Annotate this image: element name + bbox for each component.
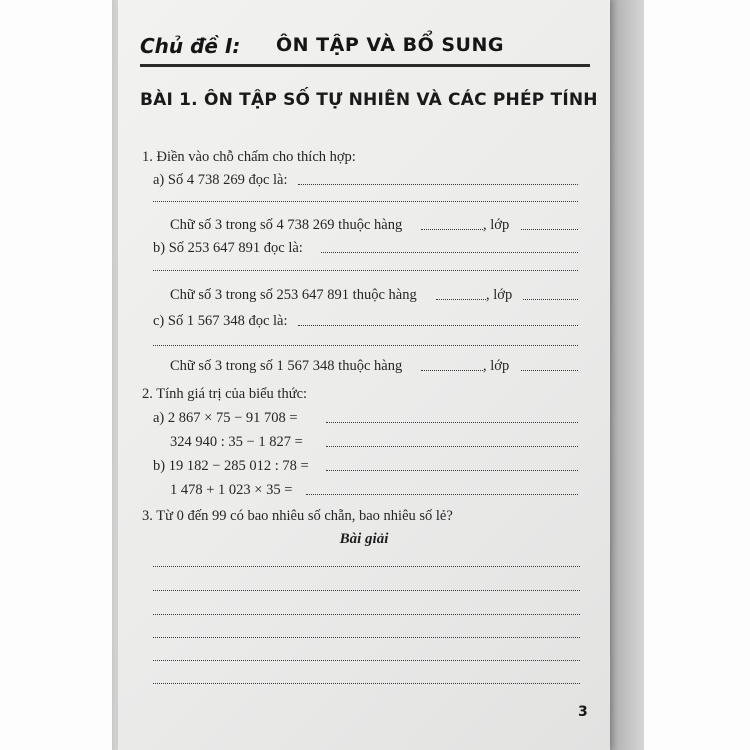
workbook-page: [118, 0, 610, 750]
answer-line: [421, 370, 483, 371]
answer-line: [326, 470, 578, 471]
answer-line: [298, 184, 578, 185]
solution-heading: Bài giải: [339, 531, 389, 547]
page-edge-shadow-right: [604, 0, 644, 750]
exercise-1a-digit-row: Chữ số 3 trong số 4 738 269 thuộc hàng: [170, 217, 403, 233]
answer-line: [306, 494, 578, 495]
solution-line: [153, 590, 580, 591]
answer-line: [421, 229, 483, 230]
answer-line: [153, 201, 578, 202]
page-number: 3: [578, 704, 588, 720]
answer-line: [298, 325, 578, 326]
answer-line: [326, 422, 578, 423]
answer-line: [153, 345, 578, 346]
lesson-title: BÀI 1. ÔN TẬP SỐ TỰ NHIÊN VÀ CÁC PHÉP TÍNH: [140, 90, 598, 110]
answer-line: [153, 270, 578, 271]
solution-line: [153, 637, 580, 638]
topic-label: Chủ đề I:: [140, 34, 241, 58]
exercise-2-expression-b2: 1 478 + 1 023 × 35 =: [170, 482, 293, 498]
answer-line: [321, 252, 578, 253]
exercise-1b-digit-row: Chữ số 3 trong số 253 647 891 thuộc hàng: [170, 287, 417, 303]
exercise-1-prompt: 1. Điền vào chỗ chấm cho thích hợp:: [142, 149, 356, 165]
answer-line: [523, 299, 578, 300]
exercise-1b-read: b) Số 253 647 891 đọc là:: [153, 240, 303, 256]
solution-line: [153, 683, 580, 684]
exercise-2-expression-b1: b) 19 182 − 285 012 : 78 =: [153, 458, 309, 474]
answer-line: [326, 446, 578, 447]
topic-underline: [140, 64, 590, 67]
topic-header: [140, 34, 590, 70]
answer-line: [521, 370, 578, 371]
exercise-1c-digit-row: Chữ số 3 trong số 1 567 348 thuộc hàng: [170, 358, 403, 374]
exercise-3-prompt: 3. Từ 0 đến 99 có bao nhiêu số chẵn, bao nhiêu số lẻ?: [142, 508, 453, 524]
exercise-1a-lop: , lớp: [483, 217, 510, 233]
solution-line: [153, 660, 580, 661]
exercise-2-expression-a2: 324 940 : 35 − 1 827 =: [170, 434, 303, 450]
exercise-1a-read: a) Số 4 738 269 đọc là:: [153, 172, 288, 188]
exercise-2-prompt: 2. Tính giá trị của biểu thức:: [142, 386, 308, 402]
solution-line: [153, 566, 580, 567]
answer-line: [436, 299, 486, 300]
topic-title: ÔN TẬP VÀ BỔ SUNG: [276, 34, 504, 56]
exercise-1b-lop: , lớp: [486, 287, 513, 303]
answer-line: [521, 229, 578, 230]
exercise-2-expression-a1: a) 2 867 × 75 − 91 708 =: [153, 410, 298, 426]
exercise-1c-lop: , lớp: [483, 358, 510, 374]
solution-line: [153, 614, 580, 615]
exercise-1c-read: c) Số 1 567 348 đọc là:: [153, 313, 288, 329]
